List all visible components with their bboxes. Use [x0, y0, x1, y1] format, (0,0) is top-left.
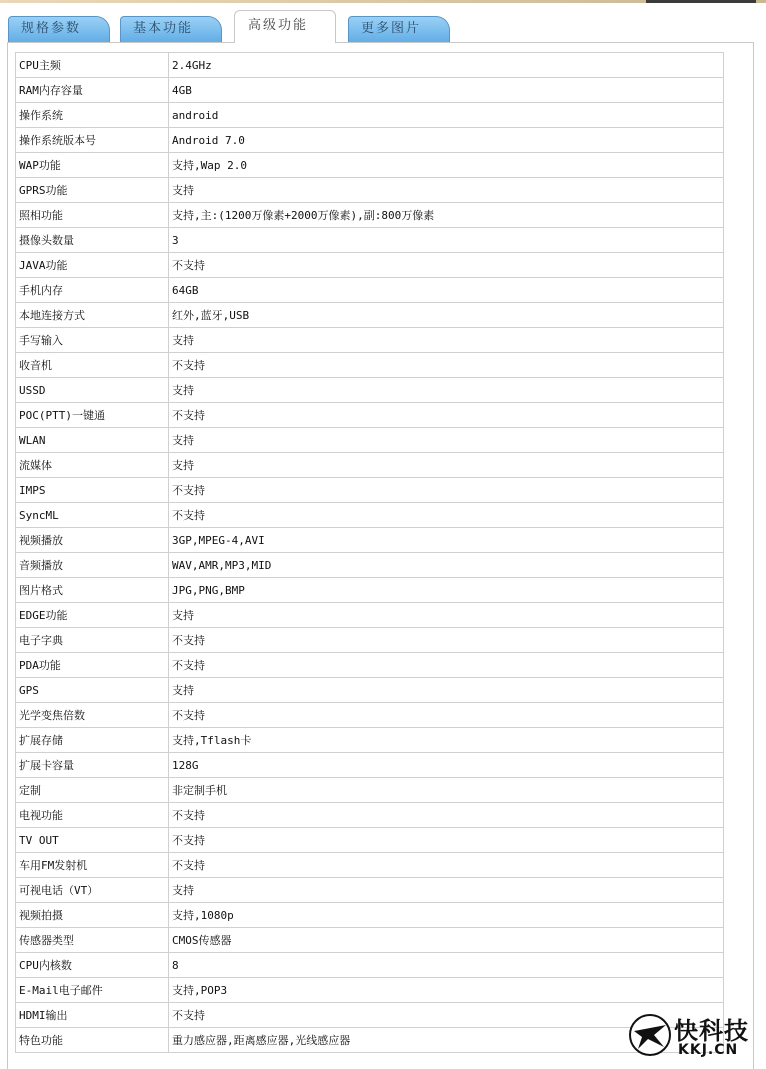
spec-key: IMPS	[16, 478, 169, 503]
spec-value: 支持	[169, 428, 724, 453]
table-row	[16, 303, 724, 328]
spec-value: 128G	[169, 753, 724, 778]
spec-value: CMOS传感器	[169, 928, 724, 953]
spec-key: 摄像头数量	[16, 228, 169, 253]
spec-key: 光学变焦倍数	[16, 703, 169, 728]
spec-value: 不支持	[169, 703, 724, 728]
spec-value: 支持	[169, 378, 724, 403]
table-row	[16, 578, 724, 603]
table-row	[16, 428, 724, 453]
table-row	[16, 653, 724, 678]
spec-key: 音频播放	[16, 553, 169, 578]
table-row	[16, 853, 724, 878]
spec-key: 视频拍摄	[16, 903, 169, 928]
table-row	[16, 153, 724, 178]
spec-value: 红外,蓝牙,USB	[169, 303, 724, 328]
watermark-brand: 快科技	[674, 1017, 749, 1045]
spec-key: PDA功能	[16, 653, 169, 678]
spec-value: 64GB	[169, 278, 724, 303]
spec-key: 收音机	[16, 353, 169, 378]
table-row	[16, 128, 724, 153]
spec-value: 3GP,MPEG-4,AVI	[169, 528, 724, 553]
spec-value: 2.4GHz	[169, 53, 724, 78]
spec-value: 支持	[169, 678, 724, 703]
table-row	[16, 203, 724, 228]
table-row	[16, 803, 724, 828]
table-row	[16, 453, 724, 478]
spec-key: 特色功能	[16, 1028, 169, 1053]
table-row	[16, 678, 724, 703]
spec-value: 支持,POP3	[169, 978, 724, 1003]
spec-key: JAVA功能	[16, 253, 169, 278]
spec-key: CPU主频	[16, 53, 169, 78]
table-row	[16, 603, 724, 628]
spec-value: 支持,Tflash卡	[169, 728, 724, 753]
watermark	[628, 1009, 758, 1065]
spec-key: 视频播放	[16, 528, 169, 553]
table-row	[16, 978, 724, 1003]
table-row	[16, 828, 724, 853]
spec-value: 3	[169, 228, 724, 253]
table-row	[16, 403, 724, 428]
table-row	[16, 953, 724, 978]
table-row	[16, 903, 724, 928]
spec-key: CPU内核数	[16, 953, 169, 978]
spec-value: 4GB	[169, 78, 724, 103]
spec-key: 车用FM发射机	[16, 853, 169, 878]
spec-value: 不支持	[169, 253, 724, 278]
table-row	[16, 703, 724, 728]
table-row	[16, 1003, 724, 1028]
spec-value: 支持	[169, 328, 724, 353]
spec-value: JPG,PNG,BMP	[169, 578, 724, 603]
spec-value: 支持	[169, 453, 724, 478]
top-dark-strip	[646, 0, 756, 3]
table-row	[16, 228, 724, 253]
spec-key: 传感器类型	[16, 928, 169, 953]
spec-value: 重力感应器,距离感应器,光线感应器	[169, 1028, 724, 1053]
spec-value: 支持,1080p	[169, 903, 724, 928]
spec-key: 照相功能	[16, 203, 169, 228]
spec-value: 不支持	[169, 1003, 724, 1028]
spec-value: 支持,主:(1200万像素+2000万像素),副:800万像素	[169, 203, 724, 228]
spec-value: android	[169, 103, 724, 128]
spec-value: 不支持	[169, 503, 724, 528]
spec-key: 扩展存储	[16, 728, 169, 753]
spec-key: SyncML	[16, 503, 169, 528]
table-row	[16, 178, 724, 203]
table-row	[16, 928, 724, 953]
spec-key: GPRS功能	[16, 178, 169, 203]
spec-value: 不支持	[169, 853, 724, 878]
spec-value: Android 7.0	[169, 128, 724, 153]
table-row	[16, 478, 724, 503]
spec-value: 8	[169, 953, 724, 978]
table-row	[16, 528, 724, 553]
table-row	[16, 103, 724, 128]
table-row	[16, 753, 724, 778]
spec-value: 支持	[169, 878, 724, 903]
table-row	[16, 378, 724, 403]
table-row	[16, 878, 724, 903]
spec-key: POC(PTT)一键通	[16, 403, 169, 428]
table-row	[16, 778, 724, 803]
tab-bar	[0, 8, 766, 42]
spec-key: E-Mail电子邮件	[16, 978, 169, 1003]
spec-key: 操作系统	[16, 103, 169, 128]
spec-key: 电视功能	[16, 803, 169, 828]
table-row	[16, 728, 724, 753]
tab-specs[interactable]: 规格参数	[8, 16, 110, 42]
spec-value: 支持	[169, 178, 724, 203]
spec-key: RAM内存容量	[16, 78, 169, 103]
table-row	[16, 328, 724, 353]
spec-key: 电子字典	[16, 628, 169, 653]
table-row	[16, 78, 724, 103]
spec-key: 流媒体	[16, 453, 169, 478]
spec-key: 可视电话（VT）	[16, 878, 169, 903]
spec-key: 手机内存	[16, 278, 169, 303]
tab-basic-functions[interactable]: 基本功能	[120, 16, 222, 42]
spec-key: 图片格式	[16, 578, 169, 603]
spec-key: HDMI输出	[16, 1003, 169, 1028]
spec-key: 手写输入	[16, 328, 169, 353]
table-row	[16, 278, 724, 303]
spec-key: 扩展卡容量	[16, 753, 169, 778]
spec-key: EDGE功能	[16, 603, 169, 628]
bird-logo-icon	[628, 1013, 672, 1057]
table-row	[16, 628, 724, 653]
spec-key: 操作系统版本号	[16, 128, 169, 153]
spec-value: 不支持	[169, 653, 724, 678]
table-row	[16, 353, 724, 378]
tab-more-images[interactable]: 更多图片	[348, 16, 450, 42]
spec-value: 不支持	[169, 628, 724, 653]
spec-value: 不支持	[169, 403, 724, 428]
spec-value: 支持	[169, 603, 724, 628]
spec-value: 不支持	[169, 828, 724, 853]
table-row	[16, 553, 724, 578]
spec-value: 不支持	[169, 803, 724, 828]
table-row	[16, 1028, 724, 1053]
table-row	[16, 253, 724, 278]
spec-key: WLAN	[16, 428, 169, 453]
spec-value: 非定制手机	[169, 778, 724, 803]
spec-value: WAV,AMR,MP3,MID	[169, 553, 724, 578]
spec-key: GPS	[16, 678, 169, 703]
tab-advanced-functions[interactable]: 高级功能	[234, 10, 336, 43]
spec-value: 不支持	[169, 353, 724, 378]
table-row	[16, 503, 724, 528]
table-row	[16, 53, 724, 78]
spec-key: 定制	[16, 778, 169, 803]
watermark-domain: KKJ.CN	[678, 1042, 739, 1058]
spec-key: TV OUT	[16, 828, 169, 853]
spec-table	[15, 52, 724, 1053]
spec-value: 支持,Wap 2.0	[169, 153, 724, 178]
spec-value: 不支持	[169, 478, 724, 503]
spec-key: WAP功能	[16, 153, 169, 178]
spec-key: 本地连接方式	[16, 303, 169, 328]
spec-key: USSD	[16, 378, 169, 403]
